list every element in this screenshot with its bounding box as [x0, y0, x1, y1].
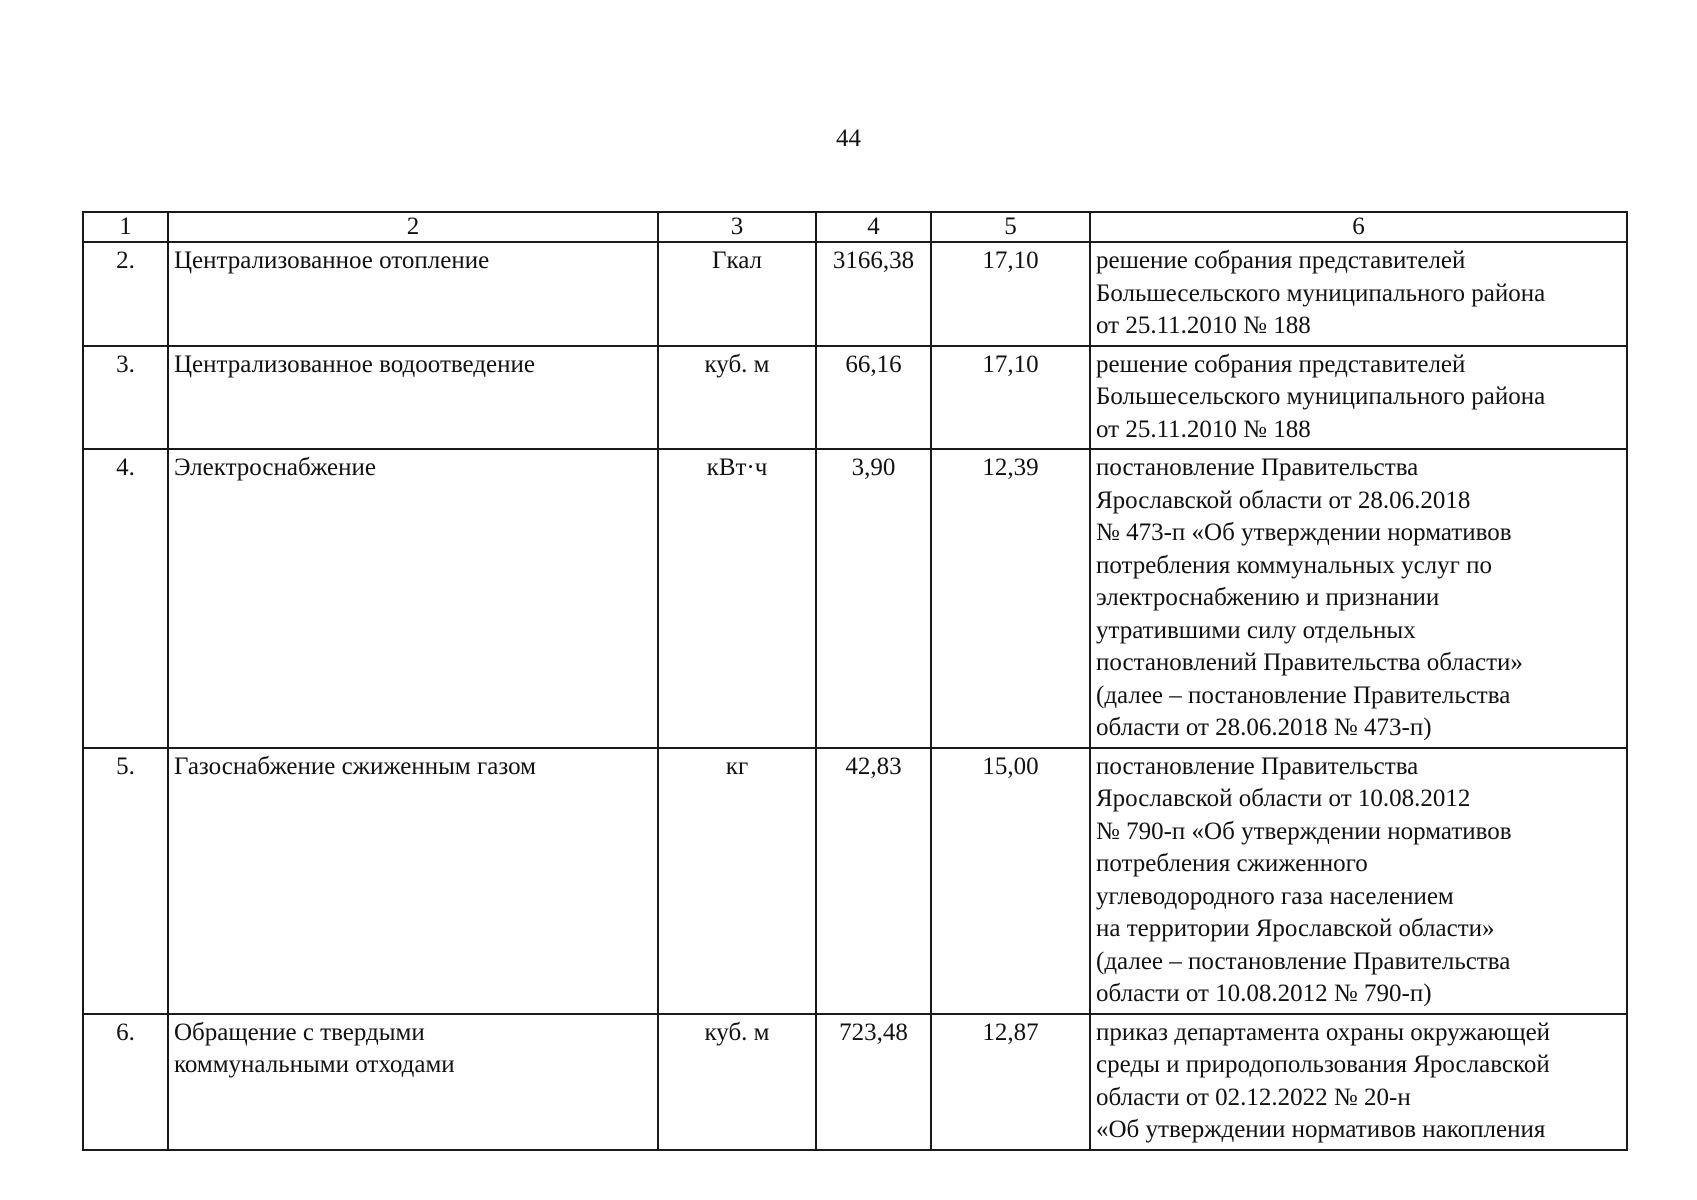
basis-line: от 25.11.2010 № 188 [1096, 312, 1311, 339]
unit: куб. м [658, 1014, 816, 1150]
service-name: Газоснабжение сжиженным газом [168, 748, 658, 1014]
unit: куб. м [658, 346, 816, 450]
basis-line: потребления коммунальных услуг по [1096, 551, 1493, 579]
service-name: Централизованное отопление [168, 242, 658, 346]
row-number: 6. [83, 1014, 168, 1150]
service-name: Централизованное водоотведение [168, 346, 658, 450]
basis-line: электроснабжению и признании [1096, 584, 1440, 611]
value-col-4: 42,83 [816, 748, 931, 1014]
unit: кг [658, 748, 816, 1014]
service-name-line: Обращение с твердыми [174, 1018, 425, 1046]
row-number: 4. [83, 449, 168, 748]
basis-line: на территории Ярославской области» [1096, 915, 1495, 942]
service-name-line: коммунальными отходами [174, 1051, 455, 1078]
unit: кВт·ч [658, 449, 816, 748]
basis-line: утратившими силу отдельных [1096, 616, 1416, 644]
column-header: 2 [168, 212, 658, 242]
value-col-5: 15,00 [931, 748, 1090, 1014]
value-col-4: 66,16 [816, 346, 931, 450]
basis-line: приказ департамента охраны окружающей [1096, 1018, 1551, 1046]
table-row [83, 1014, 1627, 1150]
basis-line: углеводородного газа населением [1096, 882, 1454, 910]
basis-line: решение собрания представителей [1096, 247, 1466, 274]
row-number: 2. [83, 242, 168, 346]
page-number: 44 [836, 125, 861, 152]
basis-line: «Об утверждении нормативов накопления [1096, 1116, 1546, 1143]
unit: Гкал [658, 242, 816, 346]
service-name: Электроснабжение [168, 449, 658, 748]
basis-line: Большесельского муниципального района [1096, 279, 1546, 307]
value-col-4: 3,90 [816, 449, 931, 748]
basis-line: Большесельского муниципального района [1096, 383, 1546, 410]
row-number: 3. [83, 346, 168, 450]
value-col-4: 723,48 [816, 1014, 931, 1150]
column-header: 1 [83, 212, 168, 242]
legal-basis [1090, 748, 1627, 1014]
table-row [83, 748, 1627, 1014]
legal-basis [1090, 1014, 1627, 1150]
basis-line: (далее – постановление Правительства [1096, 947, 1511, 975]
value-col-5: 17,10 [931, 242, 1090, 346]
basis-line: Ярославской области от 28.06.2018 [1096, 486, 1471, 514]
basis-line: постановление Правительства [1096, 752, 1419, 780]
table-row [83, 449, 1627, 748]
basis-line: потребления сжиженного [1096, 850, 1368, 877]
table-row [83, 346, 1627, 450]
column-header: 4 [816, 212, 931, 242]
value-col-5: 12,87 [931, 1014, 1090, 1150]
legal-basis [1090, 242, 1627, 346]
column-header: 6 [1090, 212, 1627, 242]
column-header: 5 [931, 212, 1090, 242]
value-col-5: 12,39 [931, 449, 1090, 748]
basis-line: постановление Правительства [1096, 454, 1419, 481]
value-col-5: 17,10 [931, 346, 1090, 450]
table-header-row [83, 212, 1627, 242]
row-number: 5. [83, 748, 168, 1014]
basis-line: области от 02.12.2022 № 20-н [1096, 1083, 1411, 1111]
legal-basis [1090, 346, 1627, 450]
service-name [168, 1014, 658, 1150]
norms-table [82, 211, 1628, 1151]
basis-line: № 790-п «Об утверждении нормативов [1096, 817, 1512, 845]
basis-line: решение собрания представителей [1096, 350, 1466, 378]
basis-line: Ярославской области от 10.08.2012 [1096, 785, 1471, 812]
value-col-4: 3166,38 [816, 242, 931, 346]
legal-basis [1090, 449, 1627, 748]
basis-line: от 25.11.2010 № 188 [1096, 415, 1311, 443]
basis-line: области от 10.08.2012 № 790-п) [1096, 980, 1432, 1007]
basis-line: среды и природопользования Ярославской [1096, 1051, 1550, 1078]
basis-line: области от 28.06.2018 № 473-п) [1096, 714, 1432, 741]
column-header: 3 [658, 212, 816, 242]
basis-line: (далее – постановление Правительства [1096, 681, 1511, 709]
table-row [83, 242, 1627, 346]
basis-line: постановлений Правительства области» [1096, 649, 1523, 676]
basis-line: № 473-п «Об утверждении нормативов [1096, 519, 1512, 546]
